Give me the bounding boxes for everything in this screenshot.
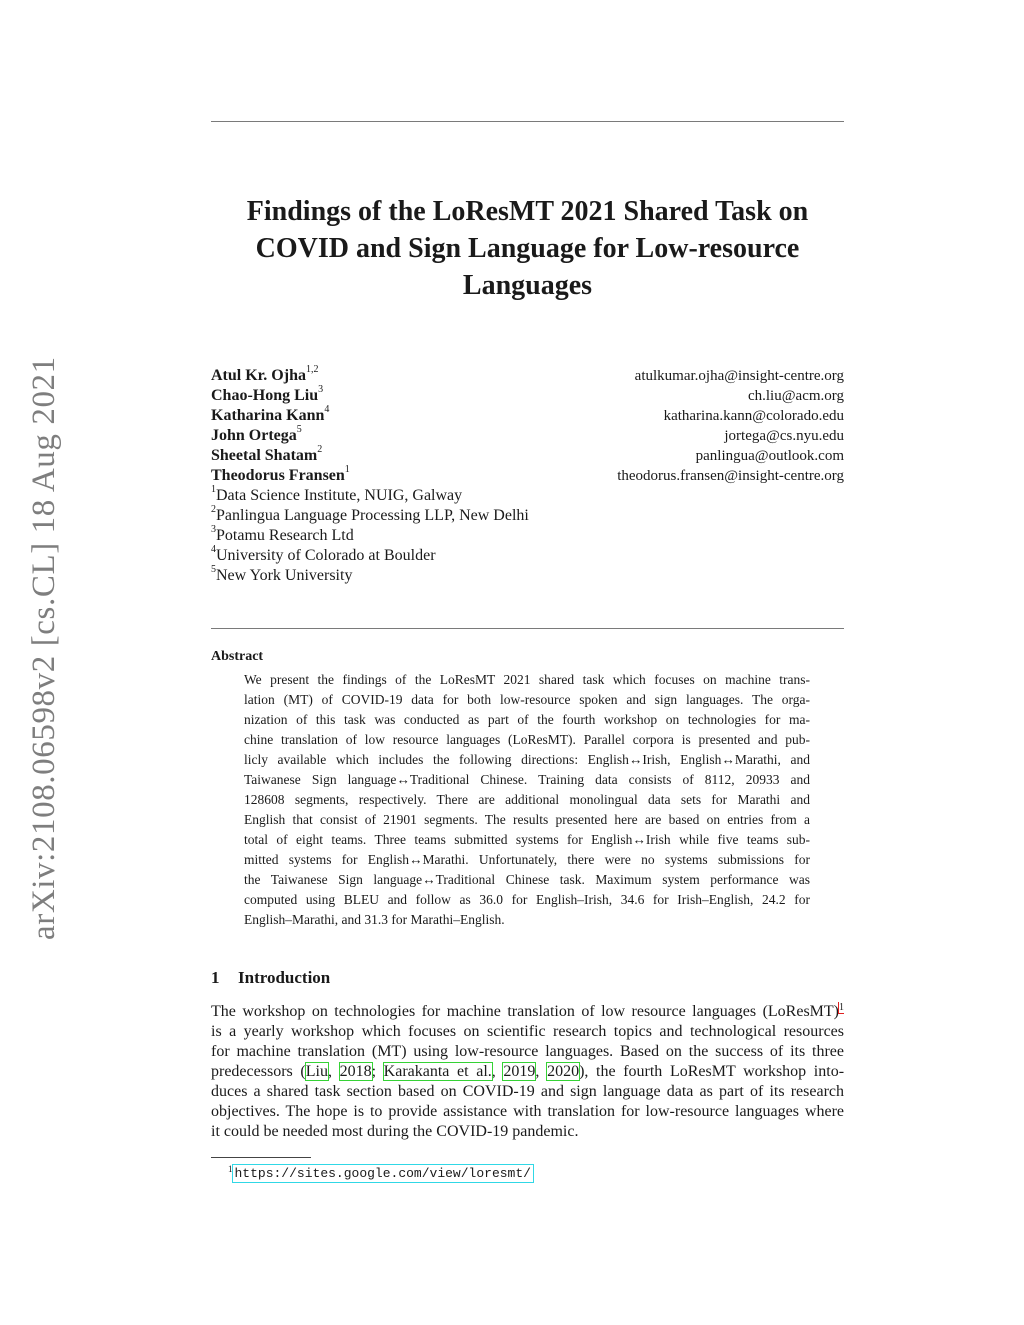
intro-line: it could be needed most during the COVID-19 pandemic. [211,1123,579,1140]
affiliation: $^4$University of Colorado at Boulder [211,543,436,564]
author-email[interactable]: atulkumar.ojha@insight-centre.org [634,368,844,384]
author: Atul Kr. Ojha$^{1,2}$ [211,363,319,384]
abstract-line: the Taiwanese Sign language↔Traditional Chinese task. Maximum system performance was [244,872,810,887]
author: Sheetal Shatam$^2$ [211,443,323,464]
citation-link[interactable]: Karakanta et al. [383,1063,492,1080]
arxiv-identifier: arXiv:2108.06598v2 [cs.CL] 18 Aug 2021 [26,356,62,940]
author-email[interactable]: jortega@cs.nyu.edu [724,428,844,444]
abstract-line: English–Marathi, and 31.3 for Marathi–English. [244,912,505,927]
citation-link[interactable]: 2019 [503,1063,536,1080]
author-email[interactable]: katharina.kann@colorado.edu [663,408,844,424]
author: Theodorus Fransen$^1$ [211,463,350,484]
affiliation: $^3$Potamu Research Ltd [211,523,354,544]
abstract-line: licly available which includes the following directions: English↔Irish, English↔Marathi, and [244,752,810,767]
author-block [211,363,631,586]
abstract-line: 128608 segments, respectively. There are additional monolingual data sets for Marathi and [244,792,810,807]
abstract-body [244,670,810,930]
abstract-line: chine translation of low resource languages (LoResMT). Parallel corpora is presented and pub- [244,732,810,747]
intro-line: predecessors (Liu, 2018; Karakanta et al., 2019, 2020), the fourth LoResMT workshop into- [211,1063,844,1080]
citation-link[interactable]: Liu [305,1063,328,1080]
footnote-rule [211,1157,311,1158]
author-email[interactable]: theodorus.fransen@insight-centre.org [617,468,844,484]
intro-line: is a yearly workshop which focuses on scientific research topics and technological resources [211,1023,844,1040]
affiliation: $^1$Data Science Institute, NUIG, Galway [211,483,463,504]
affiliation: $^2$Panlingua Language Processing LLP, New Delhi [211,503,529,524]
paper-title [211,193,844,304]
abstract-line: computed using BLEU and follow as 36.0 for English–Irish, 34.6 for Irish–English, 24.2 for [244,892,810,907]
abstract-line: mitted systems for English↔Marathi. Unfortunately, there were no systems submissions for [244,852,810,867]
author: Chao-Hong Liu$^3$ [211,383,324,404]
abstract-line: nization of this task was conducted as part of the fourth workshop on technologies for ma- [244,712,810,727]
intro-line: objectives. The hope is to provide assistance with translation for low-resource languages where [211,1103,844,1120]
footnote: $^1$ https://sites.google.com/view/loresmt/ [228,1164,531,1182]
footnote-ref-link[interactable]: 1 [839,1002,844,1013]
citation-link[interactable]: 2018 [339,1063,372,1080]
email-block [617,366,844,486]
footnote-url-link[interactable]: https://sites.google.com/view/loresmt/ [234,1166,531,1182]
title-line: Findings of the LoResMT 2021 Shared Task on [246,196,809,227]
abstract-line: English that consist of 21901 segments. The results presented here are based on entries from a [244,812,810,827]
abstract-line: total of eight teams. Three teams submitted systems for English↔Irish while five teams sub- [244,832,810,847]
author-email[interactable]: panlingua@outlook.com [695,448,844,464]
intro-line: The workshop on technologies for machine translation of low resource languages (LoResMT)$^1$ [211,1002,844,1020]
abstract-heading: Abstract [211,649,264,664]
section-heading: 1 Introduction [211,968,331,987]
author-email[interactable]: ch.liu@acm.org [747,388,844,404]
title-line: Languages [462,270,593,301]
intro-paragraph [211,1002,844,1142]
section-rule [211,628,844,629]
intro-line: for machine translation (MT) using low-resource languages. Based on the success of its three [211,1043,844,1060]
top-rule [211,121,844,122]
abstract-line: Taiwanese Sign language↔Traditional Chinese. Training data consists of 8112, 20933 and [244,772,810,787]
author: John Ortega$^5$ [211,423,302,444]
intro-line: duces a shared task section based on COVID-19 and sign language data as part of its research [211,1083,844,1100]
title-line: COVID and Sign Language for Low-resource [255,233,800,264]
affiliation: $^5$New York University [211,563,353,584]
abstract-line: lation (MT) of COVID-19 data for both low-resource spoken and sign languages. The orga- [244,692,810,707]
abstract-line: We present the findings of the LoResMT 2021 shared task which focuses on machine trans- [244,672,810,687]
citation-link[interactable]: 2020 [547,1063,580,1080]
author: Katharina Kann$^4$ [211,403,330,424]
